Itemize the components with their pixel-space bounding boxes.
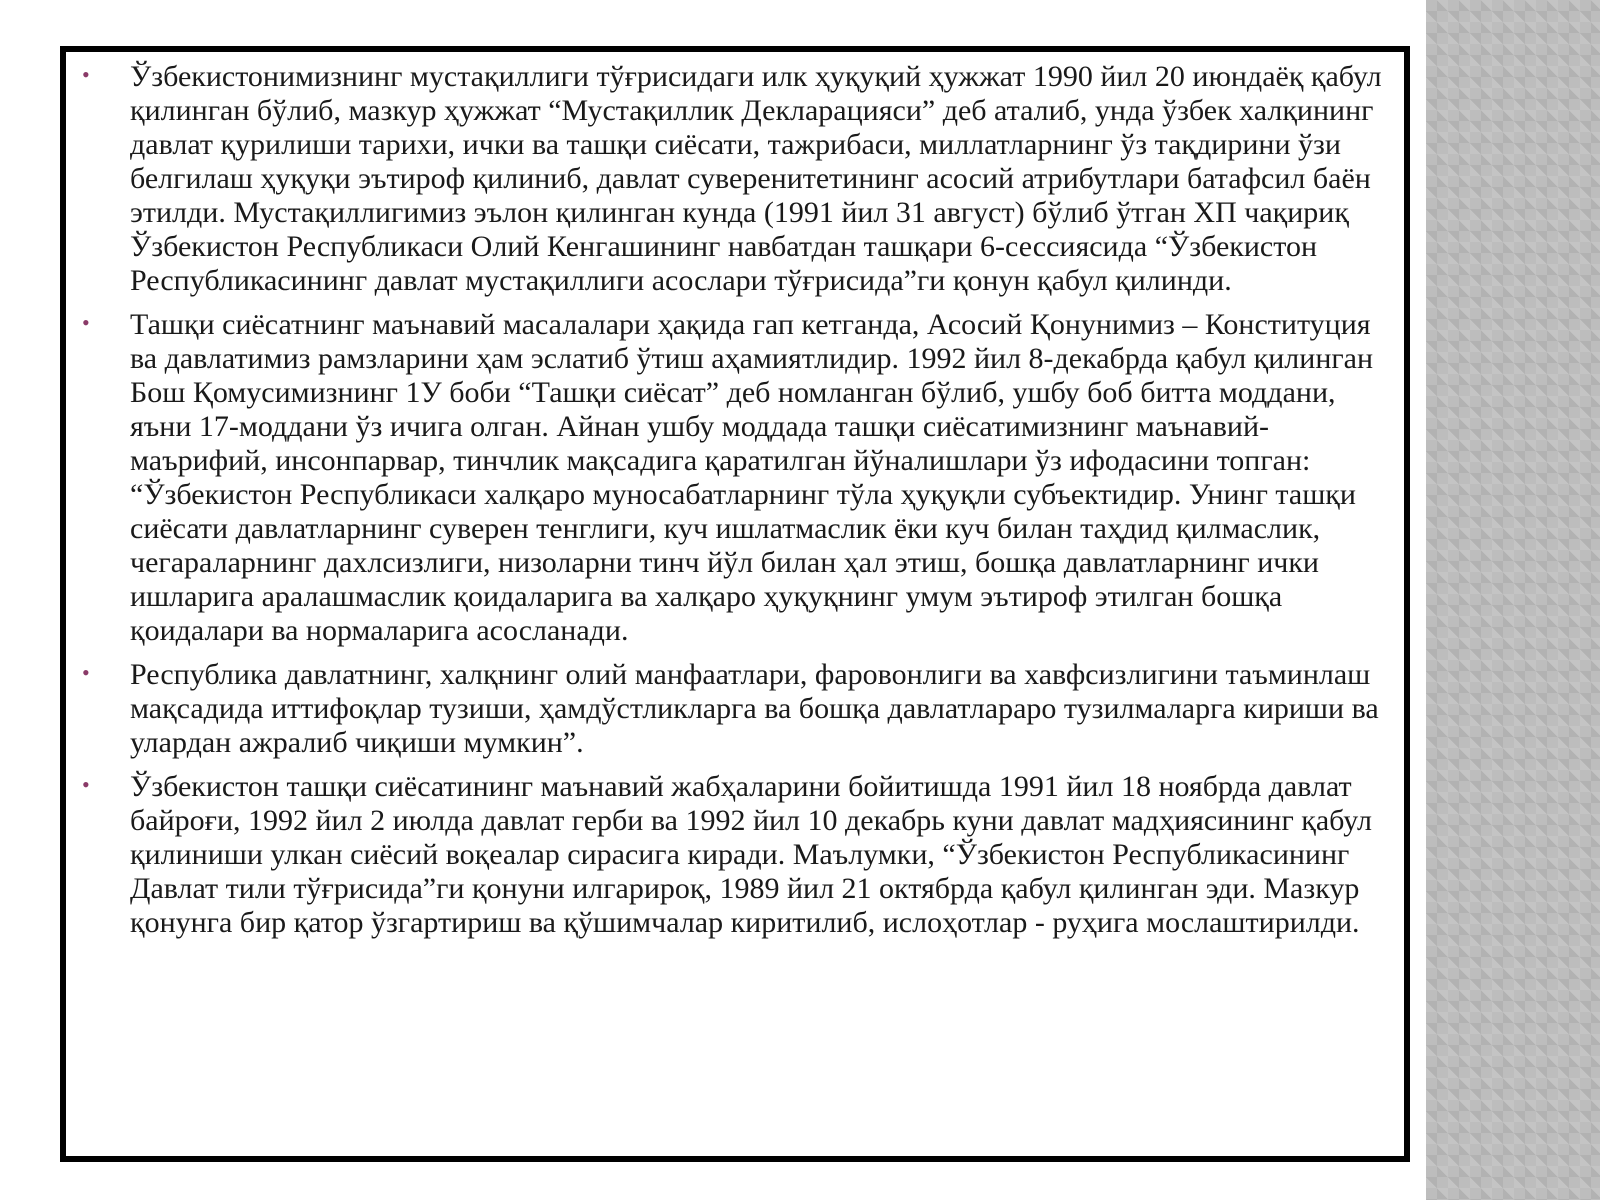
decorative-side-strip [1426, 0, 1600, 1200]
slide-content-frame [60, 46, 1410, 1162]
bullet-dot-icon: • [82, 310, 90, 335]
bullet-dot-icon: • [82, 772, 90, 797]
paragraph-text: Республика давлатнинг, халқнинг олий манфаатлари, фаровонлиги ва хавфсизлигини таъминлаш мақсадида иттифоқлар тузиши, ҳамдўстликларга ва бошқа давлатлараро тузилмаларга кириши ва улардан ажралиб чиқиши мумкин”. [130, 658, 1379, 759]
bullet-paragraph-4 [66, 770, 1402, 940]
paragraph-text: Ўзбекистонимизнинг мустақиллиги тўғрисидаги илк ҳуқуқий ҳужжат 1990 йил 20 июндаёқ қабул қилинган бўлиб, мазкур ҳужжат “Мустақиллик Декларацияси” деб аталиб, унда ўзбек халқининг давлат қурилиши тарихи, ички ва ташқи сиёсати, тажрибаси, миллатларнинг ўз тақдирини ўзи белгилаш ҳуқуқи эътироф қилиниб, давлат суверенитетининг асосий атрибутлари батафсил баён этилди. Мустақиллигимиз эълон қилинган кунда (1991 йил 31 август) бўлиб ўтган ХП чақириқ Ўзбекистон Республикаси Олий Кенгашининг навбатдан ташқари 6-сессиясида “Ўзбекистон Республикасининг давлат мустақиллиги асослари тўғрисида”ги қонун қабул қилинди. [130, 60, 1382, 297]
bullet-list [66, 60, 1402, 950]
paragraph-text: Ташқи сиёсатнинг маънавий масалалари ҳақида гап кетганда, Асосий Қонунимиз – Конституция ва давлатимиз рамзларини ҳам эслатиб ўтиш аҳамиятлидир. 1992 йил 8-декабрда қабул қилинган Бош Қомусимизнинг 1У боби “Ташқи сиёсат” деб номланган бўлиб, ушбу боб битта моддани, яъни 17-моддани ўз ичига олган. Айнан ушбу моддада ташқи сиёсатимизнинг маънавий-маърифий, инсонпарвар, тинчлик мақсадига қаратилган йўналишлари ўз ифодасини топган: “Ўзбекистон Республикаси халқаро муносабатларнинг тўла ҳуқуқли субъектидир. Унинг ташқи сиёсати давлатларнинг суверен тенглиги, куч ишлатмаслик ёки куч билан таҳдид қилмаслик, чегараларнинг дахлсизлиги, низоларни тинч йўл билан ҳал этиш, бошқа давлатларнинг ички ишларига аралашмаслик қоидаларига ва халқаро ҳуқуқнинг умум эътироф этилган бошқа қоидалари ва нормаларига асосланади. [130, 308, 1374, 647]
bullet-dot-icon: • [82, 660, 90, 685]
bullet-paragraph-2 [66, 308, 1402, 648]
bullet-paragraph-3 [66, 658, 1402, 760]
bullet-dot-icon: • [82, 62, 90, 87]
bullet-paragraph-1 [66, 60, 1402, 298]
paragraph-text: Ўзбекистон ташқи сиёсатининг маънавий жабҳаларини бойитишда 1991 йил 18 ноябрда давлат байроғи, 1992 йил 2 июлда давлат герби ва 1992 йил 10 декабрь куни давлат мадҳиясининг қабул қилиниши улкан сиёсий воқеалар сирасига киради. Маълумки, “Ўзбекистон Республикасининг Давлат тили тўғрисида”ги қонуни илгарироқ, 1989 йил 21 октябрда қабул қилинган эди. Мазкур қонунга бир қатор ўзгартириш ва қўшимчалар киритилиб, ислоҳотлар - руҳига мослаштирилди. [130, 770, 1372, 939]
